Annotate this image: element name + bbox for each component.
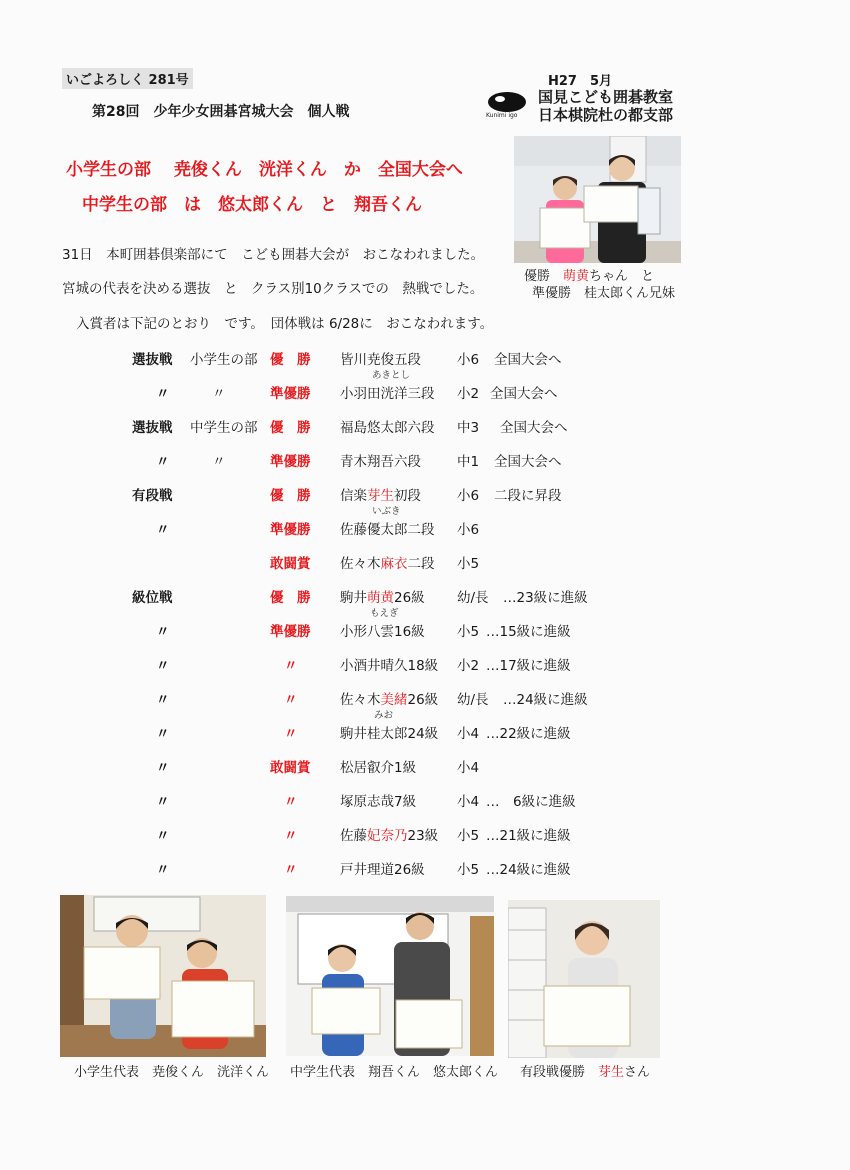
result-name-pre: 佐藤 <box>340 828 367 844</box>
result-grade: 小5 <box>457 624 480 640</box>
result-outcome: …21級に進級 <box>486 828 571 844</box>
result-type: 有段戦 <box>132 488 173 504</box>
result-award: 準優勝 <box>270 386 311 402</box>
result-award: 敢闘賞 <box>270 760 311 776</box>
result-type: 〃 <box>156 658 170 674</box>
result-grade: 小5 <box>457 556 480 572</box>
intro-paragraph-1: 31日 本町囲碁倶楽部にて こども囲碁大会が おこなわれました。 <box>62 247 485 263</box>
result-name-pre: 佐々木 <box>340 556 381 572</box>
result-row <box>0 608 850 640</box>
result-type: 〃 <box>156 760 170 776</box>
result-name-pre: 駒井 <box>340 590 367 606</box>
furigana: みお <box>374 710 394 721</box>
result-outcome: …22級に進級 <box>486 726 571 742</box>
result-division: 〃 <box>212 454 226 470</box>
bottom-caption-1: 小学生代表 尭俊くん 洸洋くん <box>74 1065 270 1080</box>
result-outcome: …15級に進級 <box>486 624 571 640</box>
result-name-post: 26級 <box>407 692 439 708</box>
photo-dan-division-winner <box>508 900 660 1058</box>
result-grade: 小5 <box>457 862 480 878</box>
result-row <box>0 824 850 844</box>
result-grade: 小2 <box>457 658 480 674</box>
result-grade: 中1 <box>457 454 480 470</box>
result-type: 〃 <box>156 862 170 878</box>
result-grade: 小2 <box>457 386 480 402</box>
result-name-post: 23級 <box>407 828 439 844</box>
photo-sibling-winners <box>514 136 681 263</box>
result-outcome: 二段に昇段 <box>494 488 562 504</box>
result-award: 優 勝 <box>270 420 311 436</box>
photo-junior-high-representatives <box>286 896 494 1056</box>
result-type: 〃 <box>156 386 170 402</box>
result-name-post: 二段 <box>407 556 435 572</box>
furigana: あきとし <box>372 370 411 381</box>
issue-label: いごよろしく 281号 <box>62 68 193 89</box>
bottom-caption-2: 中学生代表 翔吾くん 悠太郎くん <box>290 1065 499 1080</box>
result-name: 小羽田洸洋三段 <box>340 386 435 402</box>
result-division: 中学生の部 <box>190 420 258 436</box>
result-name: 駒井桂太郎24級 <box>340 726 439 742</box>
result-outcome: …24級に進級 <box>486 862 571 878</box>
result-name-red: 芽生 <box>367 488 394 504</box>
result-name-pre: 佐々木 <box>340 692 381 708</box>
photo-elementary-representatives <box>60 895 266 1057</box>
result-row <box>0 370 850 402</box>
result-name <box>340 688 438 708</box>
result-name-pre: 信楽 <box>340 488 367 504</box>
result-row <box>0 450 850 470</box>
top-photo-caption-1: 優勝 萌黄ちゃん と <box>524 269 655 284</box>
result-grade: 幼/長 <box>457 590 489 606</box>
result-outcome: … 6級に進級 <box>486 794 576 810</box>
furigana: いぶき <box>372 506 401 517</box>
result-grade: 幼/長 <box>457 692 489 708</box>
result-name: 小形八雲16級 <box>340 624 425 640</box>
result-award: 優 勝 <box>270 352 311 368</box>
result-award: 〃 <box>284 828 298 844</box>
result-type: 選抜戦 <box>132 420 173 436</box>
result-name-red: 美緒 <box>380 692 408 708</box>
result-row <box>0 416 850 436</box>
result-grade: 中3 <box>457 420 480 436</box>
result-division: 〃 <box>212 386 226 402</box>
club-logo <box>486 90 530 120</box>
result-name-post: 26級 <box>394 590 425 606</box>
result-outcome: …24級に進級 <box>503 692 588 708</box>
result-name: 松居叡介1級 <box>340 760 417 776</box>
result-grade: 小4 <box>457 794 480 810</box>
result-award: 〃 <box>284 794 298 810</box>
result-name <box>340 552 435 572</box>
result-outcome: …23級に進級 <box>503 590 588 606</box>
result-name: 青木翔吾六段 <box>340 454 421 470</box>
result-type: 〃 <box>156 522 170 538</box>
furigana: もえぎ <box>370 608 399 619</box>
headline-elementary: 小学生の部 尭俊くん 洸洋くん か 全国大会へ <box>66 160 463 180</box>
result-division: 小学生の部 <box>190 352 258 368</box>
result-grade: 小4 <box>457 760 480 776</box>
tournament-title: 第28回 少年少女囲碁宮城大会 個人戦 <box>92 104 350 120</box>
result-name: 戸井理道26級 <box>340 862 425 878</box>
result-type: 〃 <box>156 624 170 640</box>
result-outcome: 全国大会へ <box>500 420 568 436</box>
result-grade: 小4 <box>457 726 480 742</box>
result-outcome: 全国大会へ <box>494 454 562 470</box>
result-type: 〃 <box>156 828 170 844</box>
logo-caption: Kunimi igo <box>486 112 518 119</box>
result-grade: 小5 <box>457 828 480 844</box>
result-outcome: 全国大会へ <box>490 386 558 402</box>
org-line-2: 日本棋院杜の都支部 <box>538 106 674 124</box>
result-outcome: 全国大会へ <box>494 352 562 368</box>
result-name: 福島悠太郎六段 <box>340 420 435 436</box>
result-type: 〃 <box>156 692 170 708</box>
result-type: 選抜戦 <box>132 352 173 368</box>
result-name: 皆川尭俊五段 <box>340 352 421 368</box>
result-name: 小酒井晴久18級 <box>340 658 439 674</box>
result-name-red: 萌黄 <box>367 590 394 606</box>
result-row <box>0 586 850 606</box>
result-name-red: 妃奈乃 <box>367 828 408 844</box>
result-award: 準優勝 <box>270 454 311 470</box>
result-row <box>0 790 850 810</box>
result-award: 〃 <box>284 692 298 708</box>
result-name <box>340 586 425 606</box>
go-stone-logo-icon <box>488 92 526 112</box>
result-row <box>0 348 850 368</box>
result-award: 〃 <box>284 658 298 674</box>
result-row <box>0 756 850 776</box>
result-name-red: 麻衣 <box>380 556 408 572</box>
result-type: 〃 <box>156 454 170 470</box>
result-award: 優 勝 <box>270 590 311 606</box>
result-award: 準優勝 <box>270 522 311 538</box>
result-award: 準優勝 <box>270 624 311 640</box>
org-line-1: 国見こども囲碁教室 <box>538 88 674 106</box>
result-outcome: …17級に進級 <box>486 658 571 674</box>
result-row <box>0 484 850 504</box>
result-award: 敢闘賞 <box>270 556 311 572</box>
result-row <box>0 858 850 878</box>
top-photo-caption-2: 準優勝 桂太郎くん兄妹 <box>532 286 676 301</box>
result-row <box>0 688 850 708</box>
result-row <box>0 710 850 742</box>
result-name: 佐藤優太郎二段 <box>340 522 435 538</box>
result-row <box>0 654 850 674</box>
issue-date: H27 5月 <box>548 74 613 89</box>
organization-name <box>538 88 673 124</box>
result-grade: 小6 <box>457 488 480 504</box>
result-row <box>0 552 850 572</box>
result-type: 〃 <box>156 726 170 742</box>
intro-paragraph-2: 宮城の代表を決める選抜 と クラス別10クラスでの 熱戦でした。 <box>62 281 484 297</box>
headline-junior-high: 中学生の部 は 悠太郎くん と 翔吾くん <box>82 195 422 215</box>
result-name: 塚原志哉7級 <box>340 794 417 810</box>
result-grade: 小6 <box>457 522 480 538</box>
intro-paragraph-3: 入賞者は下記のとおり です。 団体戦は 6/28に おこなわれます。 <box>76 316 494 332</box>
result-name-post: 初段 <box>394 488 421 504</box>
bottom-caption-3: 有段戦優勝 芽生さん <box>520 1065 651 1080</box>
result-type: 〃 <box>156 794 170 810</box>
result-award: 優 勝 <box>270 488 311 504</box>
result-name <box>340 484 421 504</box>
result-award: 〃 <box>284 862 298 878</box>
result-name <box>340 824 438 844</box>
result-award: 〃 <box>284 726 298 742</box>
result-type: 級位戦 <box>132 590 173 606</box>
result-row <box>0 506 850 538</box>
result-grade: 小6 <box>457 352 480 368</box>
